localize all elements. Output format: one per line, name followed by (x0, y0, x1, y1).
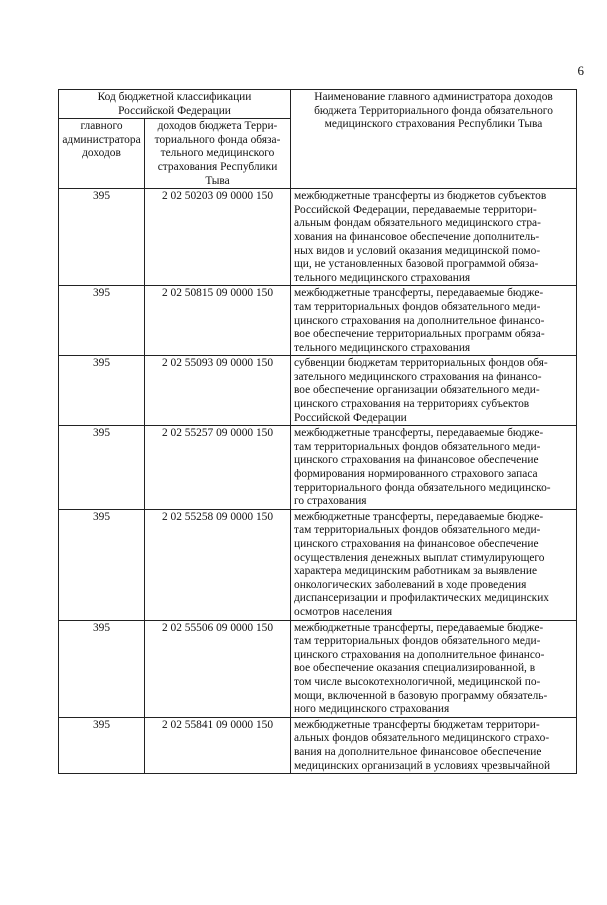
income-code-cell: 2 02 50815 09 0000 150 (145, 286, 291, 356)
table-header-row (59, 90, 577, 119)
table-row (59, 509, 577, 620)
admin-code-cell: 395 (59, 717, 145, 773)
header-admin-column: главного администратора доходов (59, 119, 145, 189)
income-name-cell: межбюджетные трансферты, передаваемые бюдже- там территориальных фондов обязательного меди- цинского страхования на финансовое обеспечение формирования нормированного страхового запаса территориального фонда обязательного медицинско- го страхования (291, 426, 577, 510)
table-body (59, 90, 577, 774)
income-name-cell: субвенции бюджетам территориальных фондов обя- зательного медицинского страхования на финансо- вое обеспечение организации обязательного меди- цинского страхования на территориях субъектов Российской Федерации (291, 356, 577, 426)
admin-code-cell: 395 (59, 620, 145, 717)
income-name-cell: межбюджетные трансферты, передаваемые бюдже- там территориальных фондов обязательного меди- цинского страхования на дополнительное финансо- вое обеспечение территориальных программ обяза- тельного медицинского страхования (291, 286, 577, 356)
budget-classification-table (58, 89, 577, 774)
income-code-cell: 2 02 50203 09 0000 150 (145, 189, 291, 286)
admin-code-cell: 395 (59, 426, 145, 510)
income-code-cell: 2 02 55093 09 0000 150 (145, 356, 291, 426)
table-row (59, 717, 577, 773)
admin-code-cell: 395 (59, 356, 145, 426)
admin-code-cell: 395 (59, 286, 145, 356)
income-name-cell: межбюджетные трансферты, передаваемые бюдже- там территориальных фондов обязательного меди- цинского страхования на дополнительное финансо- вое обеспечение оказания специализированной, в том числе высокотехнологичной, медицинской по- мощи, включенной в базовую программу обязатель- ного медицинского страхования (291, 620, 577, 717)
income-name-cell: межбюджетные трансферты, передаваемые бюдже- там территориальных фондов обязательного меди- цинского страхования на финансовое обеспечение осуществления денежных выплат стимулирующего характера медицинским работникам за выявление онкологических заболеваний в ходе проведения диспансеризации и профилактических медицинских осмотров населения (291, 509, 577, 620)
header-name-column: Наименование главного администратора доходов бюджета Территориального фонда обязательного медицинского страхования Республики Тыва (291, 90, 577, 189)
income-name-cell: межбюджетные трансферты бюджетам территори- альных фондов обязательного медицинского страхо- вания на дополнительное финансовое обеспечение медицинских организаций в условиях чрезвычайной (291, 717, 577, 773)
header-income-column: доходов бюджета Терри- ториального фонда обяза- тельного медицинского страхования Республики Тыва (145, 119, 291, 189)
income-code-cell: 2 02 55258 09 0000 150 (145, 509, 291, 620)
header-code-group: Код бюджетной классификации Российской Федерации (59, 90, 291, 119)
income-code-cell: 2 02 55841 09 0000 150 (145, 717, 291, 773)
table-row (59, 356, 577, 426)
table-row (59, 426, 577, 510)
table-row (59, 286, 577, 356)
admin-code-cell: 395 (59, 509, 145, 620)
income-code-cell: 2 02 55506 09 0000 150 (145, 620, 291, 717)
income-code-cell: 2 02 55257 09 0000 150 (145, 426, 291, 510)
income-name-cell: межбюджетные трансферты из бюджетов субъектов Российской Федерации, передаваемые территори- альным фондам обязательного медицинского стра- хования на финансовое обеспечение дополнитель- ных видов и условий оказания медицинской помо- щи, не установленных базовой программой обяза- тельного медицинского страхования (291, 189, 577, 286)
page-number: 6 (577, 63, 584, 78)
admin-code-cell: 395 (59, 189, 145, 286)
table-row (59, 620, 577, 717)
table-row (59, 189, 577, 286)
